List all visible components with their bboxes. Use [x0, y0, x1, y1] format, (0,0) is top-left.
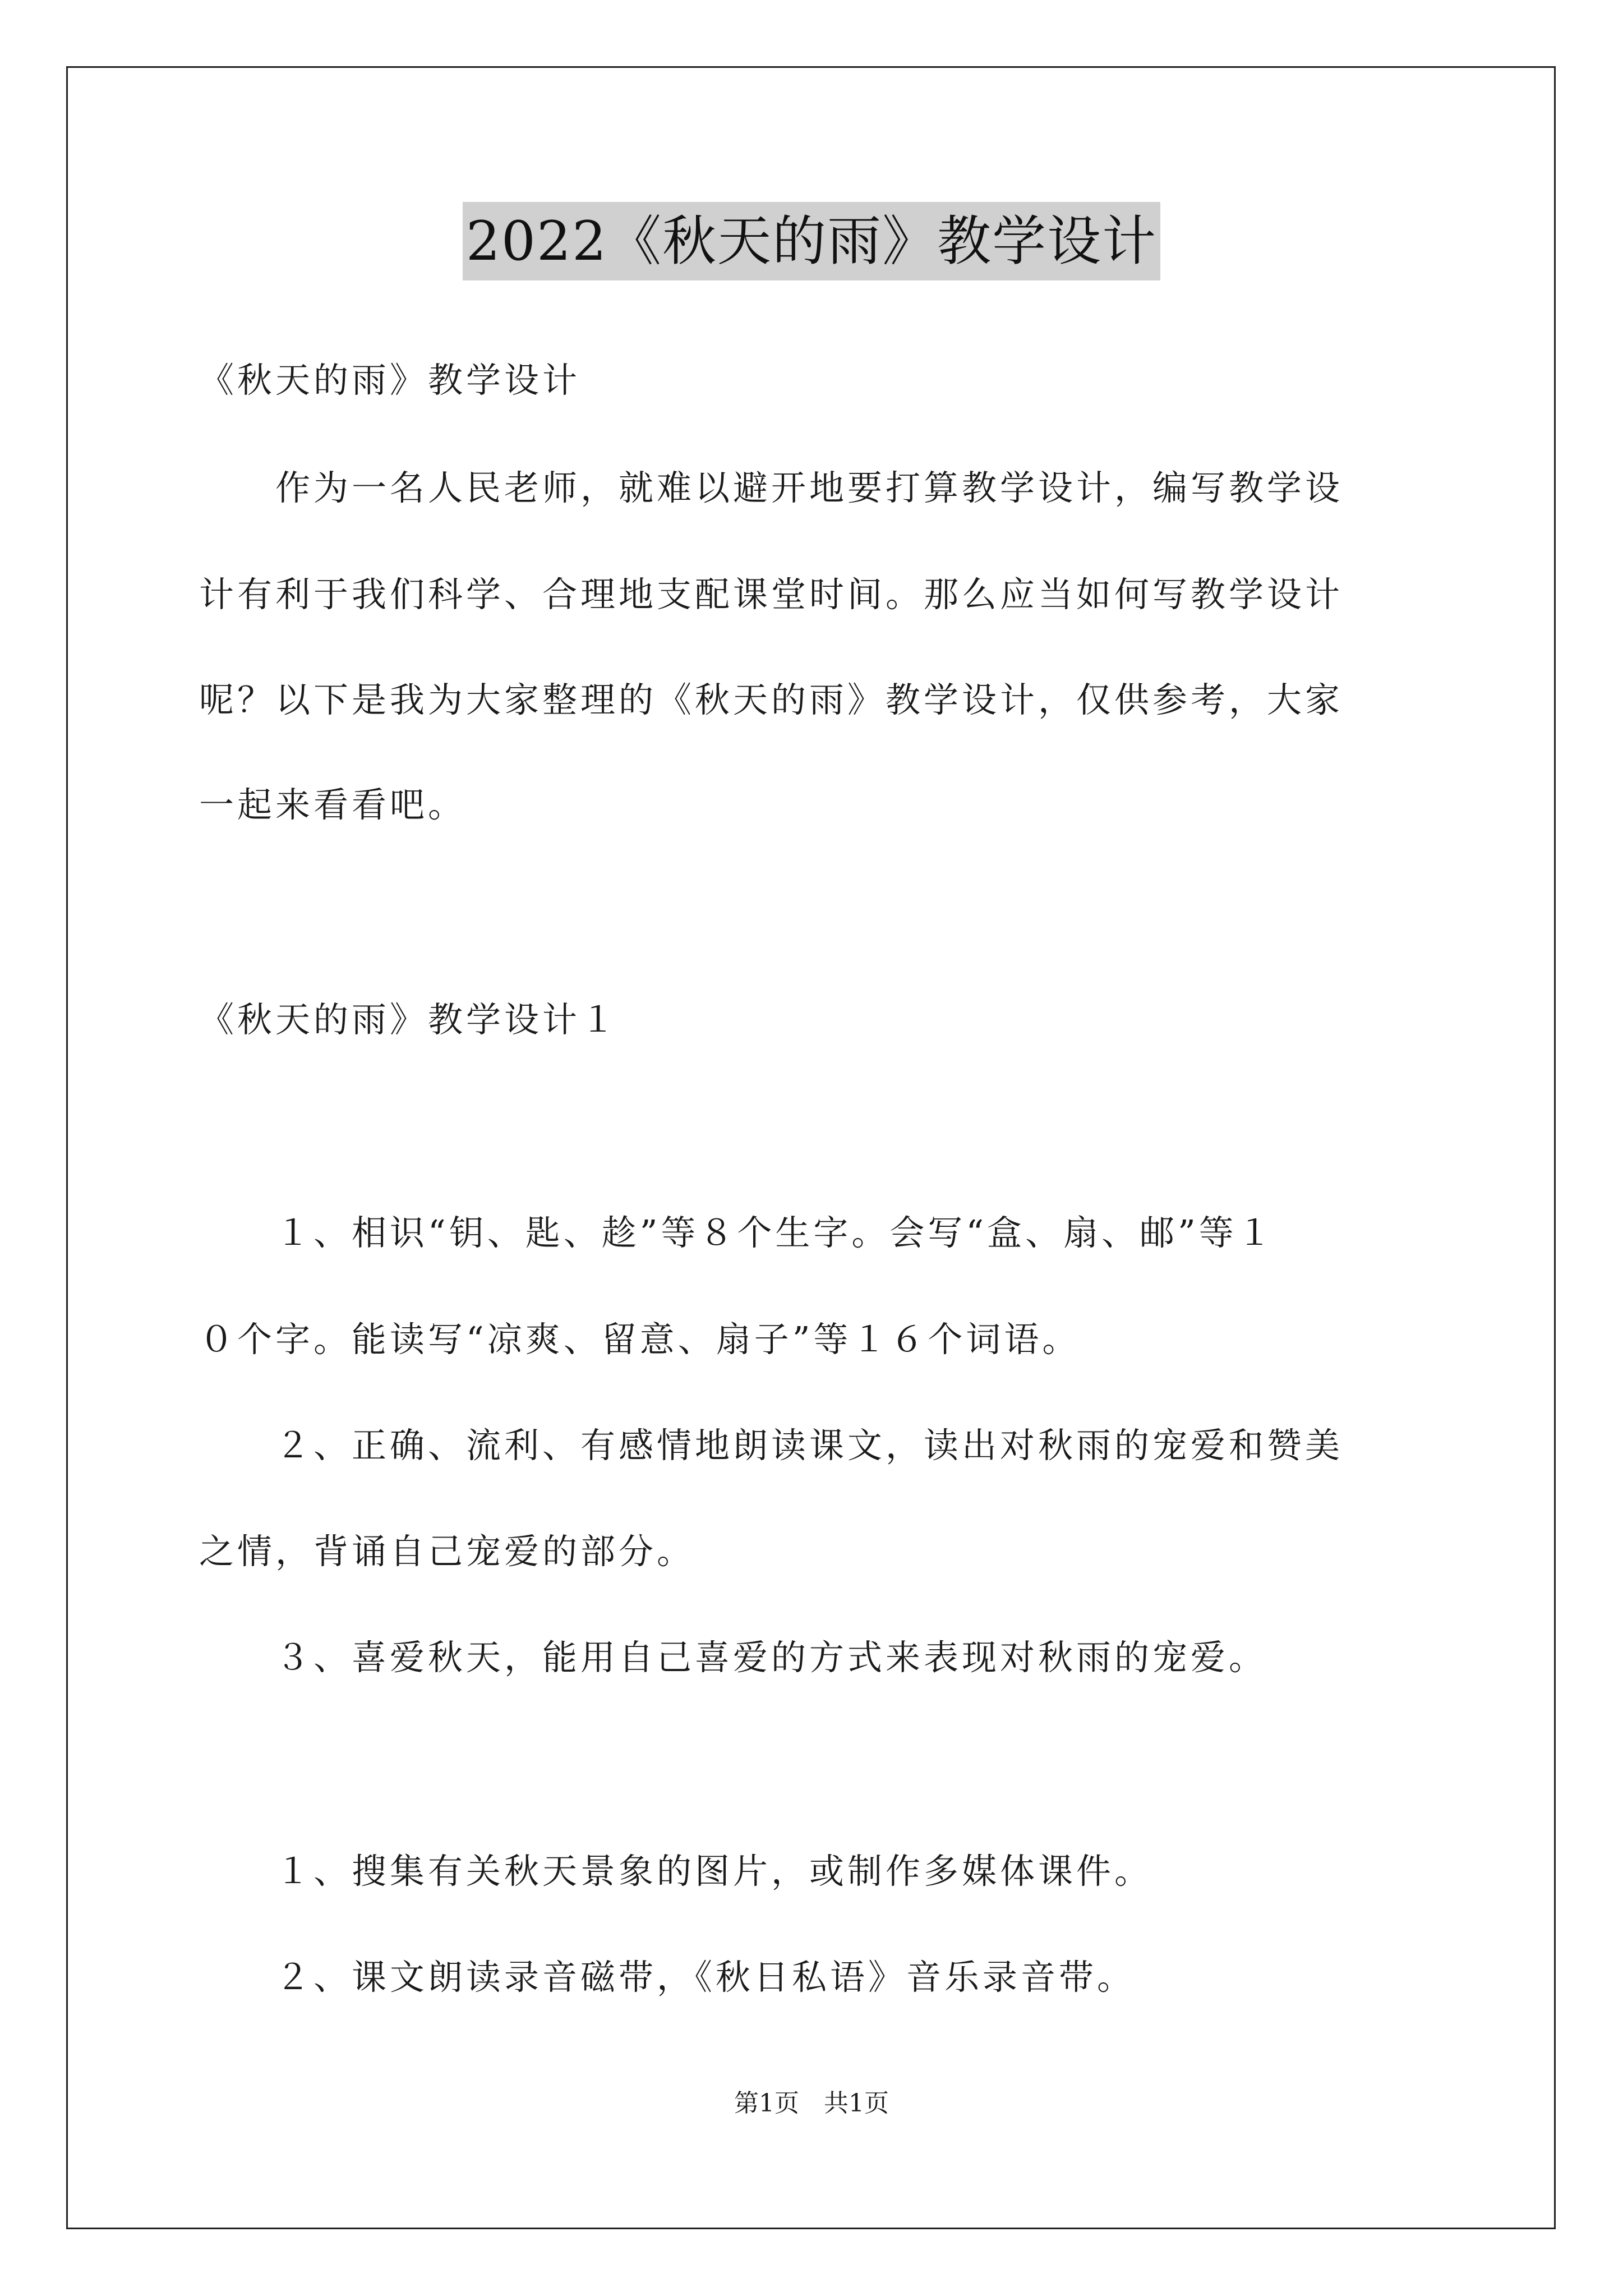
paragraph-line: 作为一名人民老师，就难以避开地要打算教学设计，编写教学设	[199, 467, 1344, 508]
paragraph-line: ２、课文朗读录音磁带，《秋日私语》音乐录音带。	[199, 1957, 1136, 1998]
page-footer: 第1页 共1页	[734, 2089, 889, 2118]
paragraph-line: 一起来看看吧。	[199, 784, 467, 825]
paragraph-line: 之情，背诵自己宠爱的部分。	[199, 1531, 695, 1572]
paragraph-line: 计有利于我们科学、合理地支配课堂时间。那么应当如何写教学设计	[199, 574, 1344, 615]
title-wrapper	[0, 202, 1623, 280]
paragraph-line: ３、喜爱秋天，能用自己喜爱的方式来表现对秋雨的宠爱。	[199, 1637, 1267, 1678]
paragraph-line: １、搜集有关秋天景象的图片，或制作多媒体课件。	[199, 1851, 1153, 1892]
section-heading: 《秋天的雨》教学设计１	[199, 999, 619, 1040]
paragraph-line: 呢？以下是我为大家整理的《秋天的雨》教学设计，仅供参考，大家	[199, 679, 1344, 720]
subtitle-line: 《秋天的雨》教学设计	[199, 360, 581, 401]
paragraph-line: ０个字。能读写“凉爽、留意、扇子”等１６个词语。	[199, 1319, 1081, 1360]
document-title: 2022《秋天的雨》教学设计	[463, 202, 1160, 280]
paragraph-line: ２、正确、流利、有感情地朗读课文，读出对秋雨的宠爱和赞美	[199, 1425, 1344, 1466]
paragraph-line: １、相识“钥、匙、趁”等８个生字。会写“盒、扇、邮”等１	[199, 1212, 1275, 1253]
